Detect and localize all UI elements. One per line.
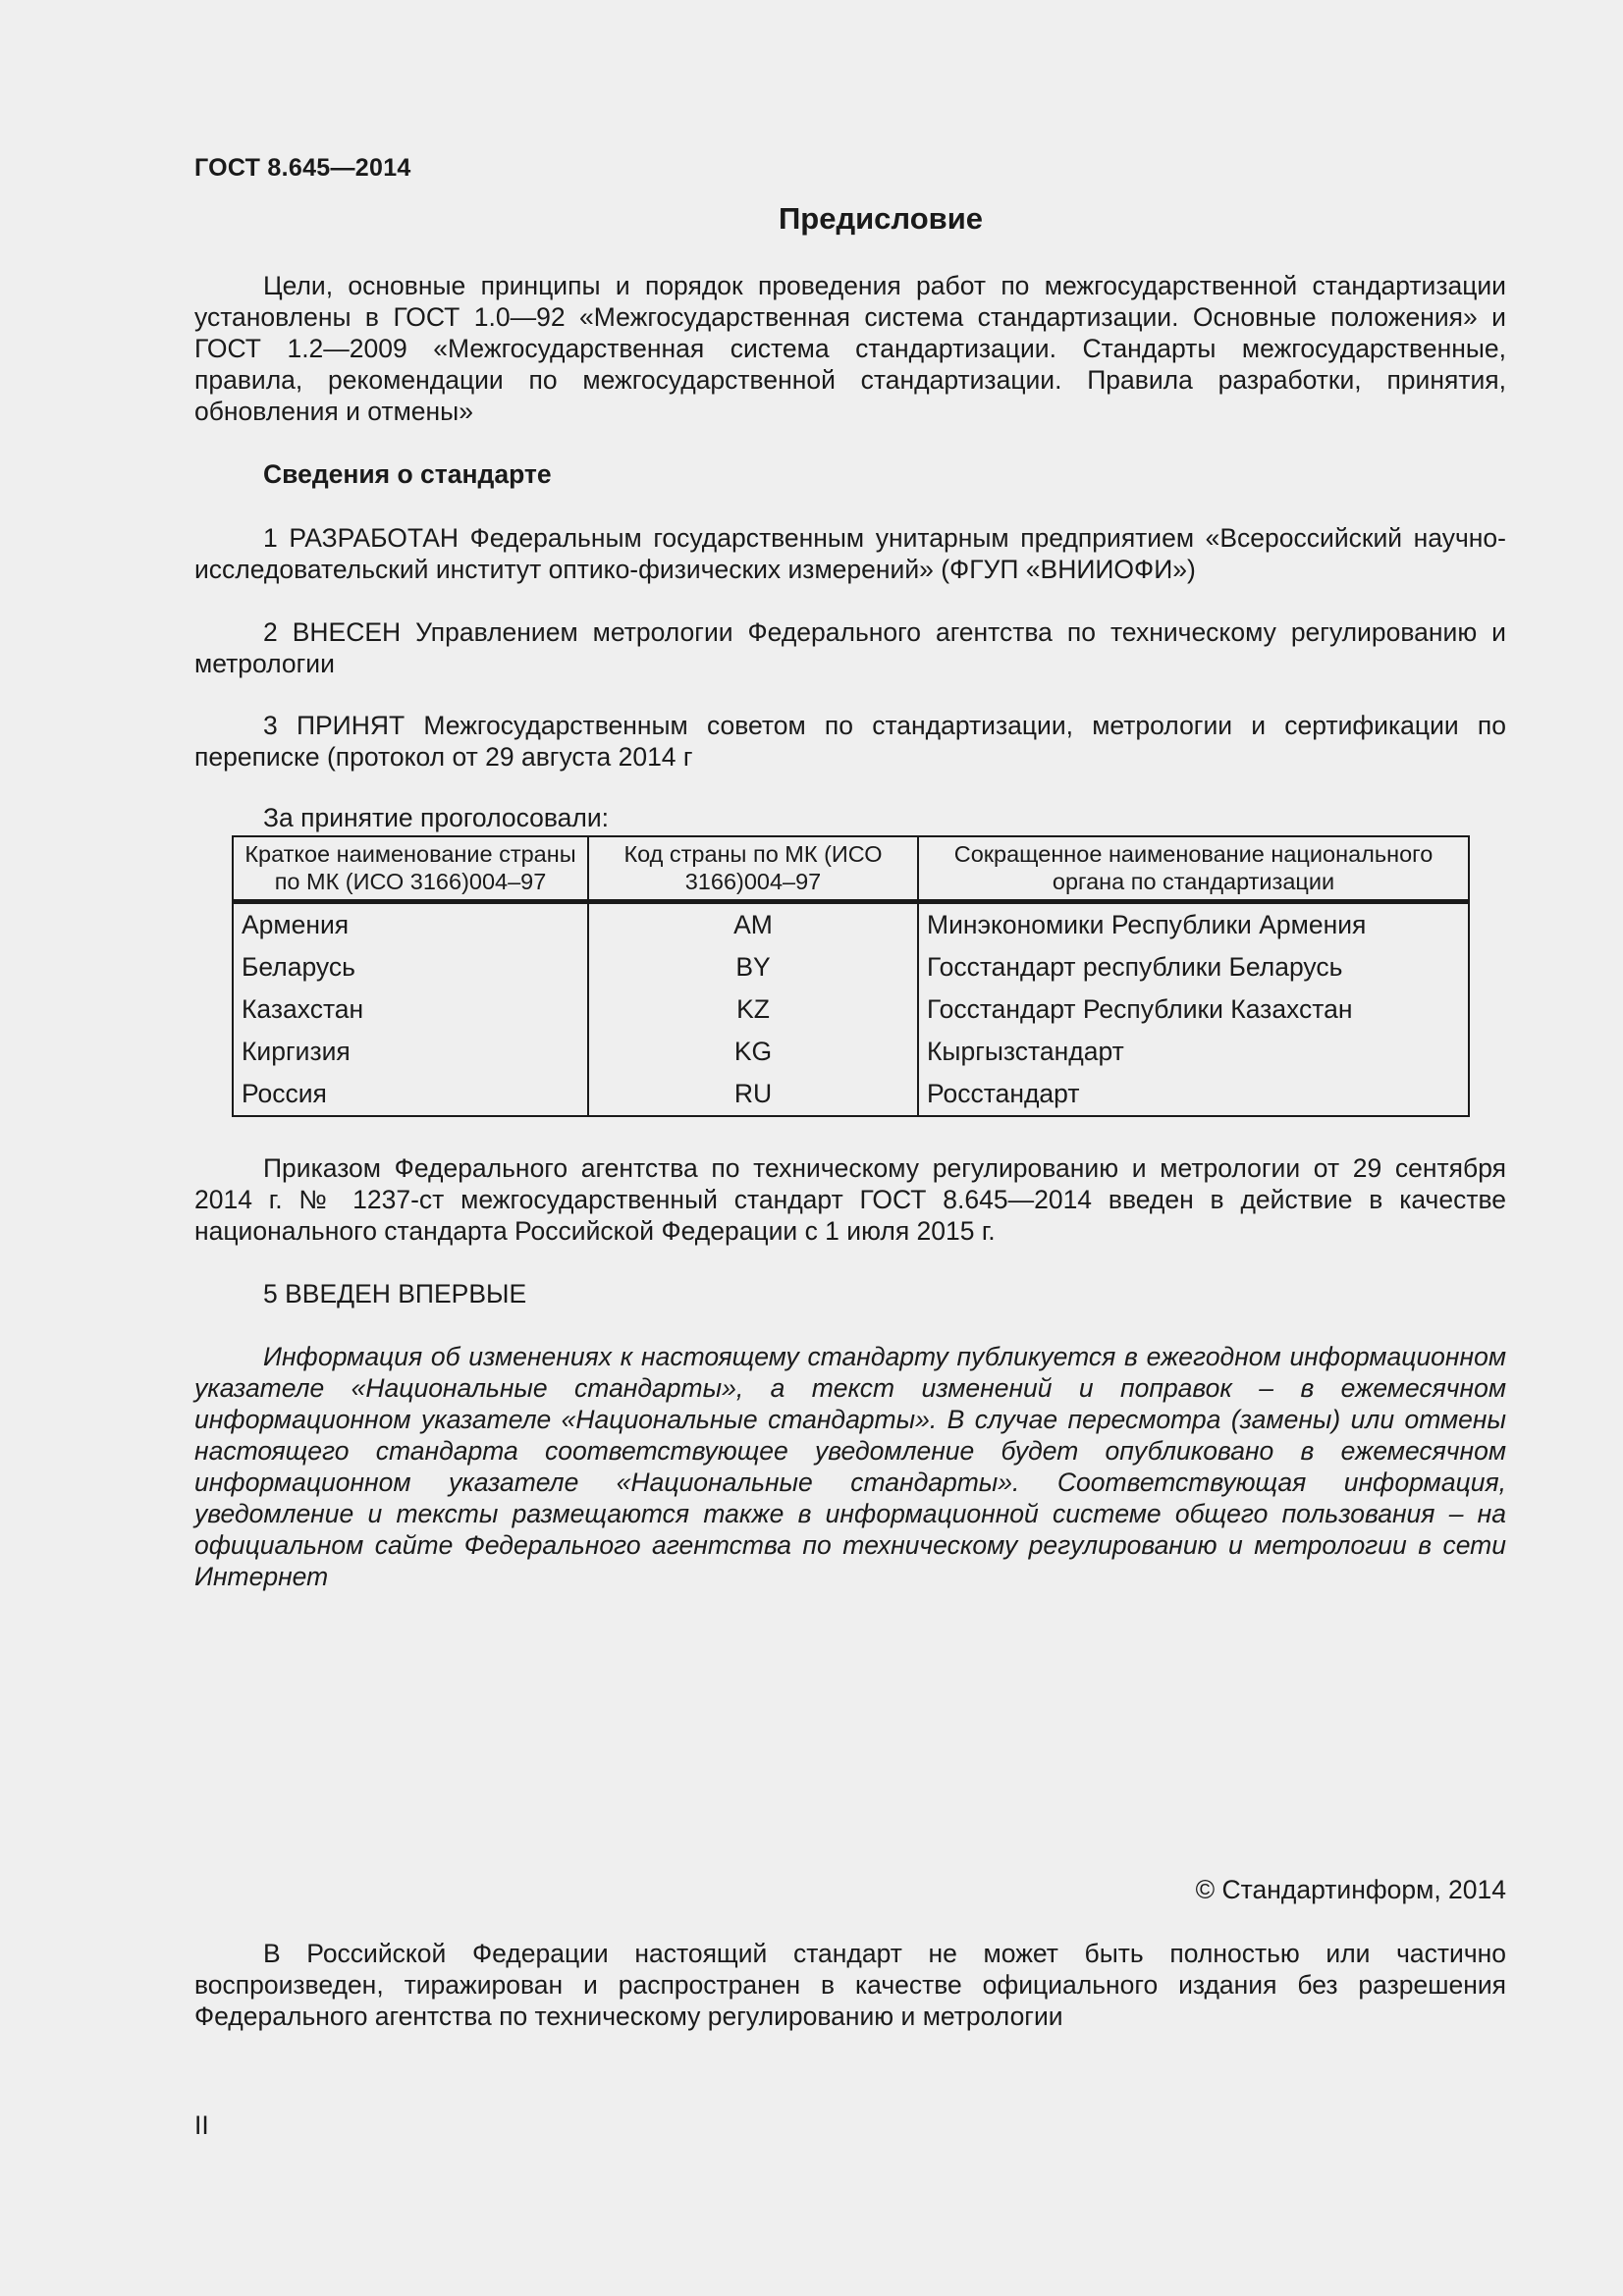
item-first-introduced: 5 ВВЕДЕН ВПЕРВЫЕ bbox=[263, 1279, 527, 1308]
country-code: RU bbox=[588, 1073, 918, 1116]
info-heading: Сведения о стандарте bbox=[263, 459, 552, 489]
country-name: Казахстан bbox=[233, 988, 588, 1031]
table-row bbox=[233, 901, 1469, 946]
country-code: BY bbox=[588, 946, 918, 988]
table-row bbox=[233, 946, 1469, 988]
votes-table bbox=[232, 835, 1470, 1117]
standards-body: Росстандарт bbox=[918, 1073, 1469, 1116]
document-code: ГОСТ 8.645—2014 bbox=[194, 154, 411, 182]
copyright-notice: © Стандартинформ, 2014 bbox=[1195, 1875, 1506, 1904]
table-row bbox=[233, 988, 1469, 1031]
table-row bbox=[233, 1073, 1469, 1116]
item-adopted: 3 ПРИНЯТ Межгосударственным советом по стандартизации, метрологии и сертификации по переписке (протокол от 29 августа 2014 г bbox=[194, 711, 1506, 772]
page-number: II bbox=[194, 2110, 209, 2140]
item-developed: 1 РАЗРАБОТАН Федеральным государственным унитарным предприятием «Всероссийский научно-исследовательский институт оптико-физических измерений» (ФГУП «ВНИИОФИ») bbox=[194, 523, 1506, 584]
rights-paragraph: В Российской Федерации настоящий стандарт не может быть полностью или частично воспроизведен, тиражирован и распространен в качестве официального издания без разрешения Федерального агентства по техническому регулированию и метрологии bbox=[194, 1939, 1506, 2031]
country-code: KZ bbox=[588, 988, 918, 1031]
standards-body: Кыргызстандарт bbox=[918, 1031, 1469, 1073]
header-country-name: Краткое наименование страны по МК (ИСО 3166)004–97 bbox=[233, 836, 588, 901]
table-header-row bbox=[233, 836, 1469, 901]
country-name: Россия bbox=[233, 1073, 588, 1116]
standards-body: Госстандарт Республики Казахстан bbox=[918, 988, 1469, 1031]
country-name: Киргизия bbox=[233, 1031, 588, 1073]
changes-info-paragraph: Информация об изменениях к настоящему стандарту публикуется в ежегодном информационном указателе «Национальные стандарты», а текст изменений и поправок – в ежемесячном информационном указателе «Национальные стандарты». В случае пересмотра (замены) или отмены настоящего стандарта соответствующее уведомление будет опубликовано в ежемесячном информационном указателе «Национальные стандарты». Соответствующая информация, уведомление и тексты размещаются также в информационной системе общего пользования – на официальном сайте Федерального агентства по техническому регулированию и метрологии в сети Интернет bbox=[194, 1342, 1506, 1591]
order-paragraph: Приказом Федерального агентства по техническому регулированию и метрологии от 29 сентября 2014 г. № 1237-ст межгосударственный стандарт ГОСТ 8.645—2014 введен в действие в качестве национального стандарта Российской Федерации с 1 июля 2015 г. bbox=[194, 1153, 1506, 1246]
standards-body: Госстандарт республики Беларусь bbox=[918, 946, 1469, 988]
header-country-code: Код страны по МК (ИСО 3166)004–97 bbox=[588, 836, 918, 901]
vote-label: За принятие проголосовали: bbox=[263, 803, 610, 832]
country-code: KG bbox=[588, 1031, 918, 1073]
standards-body: Минэкономики Республики Армения bbox=[918, 901, 1469, 946]
page-title: Предисловие bbox=[778, 201, 983, 236]
table-row bbox=[233, 1031, 1469, 1073]
country-name: Армения bbox=[233, 901, 588, 946]
header-standards-body: Сокращенное наименование национального органа по стандартизации bbox=[918, 836, 1469, 901]
item-introduced: 2 ВНЕСЕН Управлением метрологии Федерального агентства по техническому регулированию и метрологии bbox=[194, 617, 1506, 678]
country-code: AM bbox=[588, 901, 918, 946]
country-name: Беларусь bbox=[233, 946, 588, 988]
intro-paragraph: Цели, основные принципы и порядок проведения работ по межгосударственной стандартизации установлены в ГОСТ 1.0—92 «Межгосударственная система стандартизации. Основные положения» и ГОСТ 1.2—2009 «Межгосударственная система стандартизации. Стандарты межгосударственные, правила, рекомендации по межгосударственной стандартизации. Правила разработки, принятия, обновления и отмены» bbox=[194, 271, 1506, 426]
